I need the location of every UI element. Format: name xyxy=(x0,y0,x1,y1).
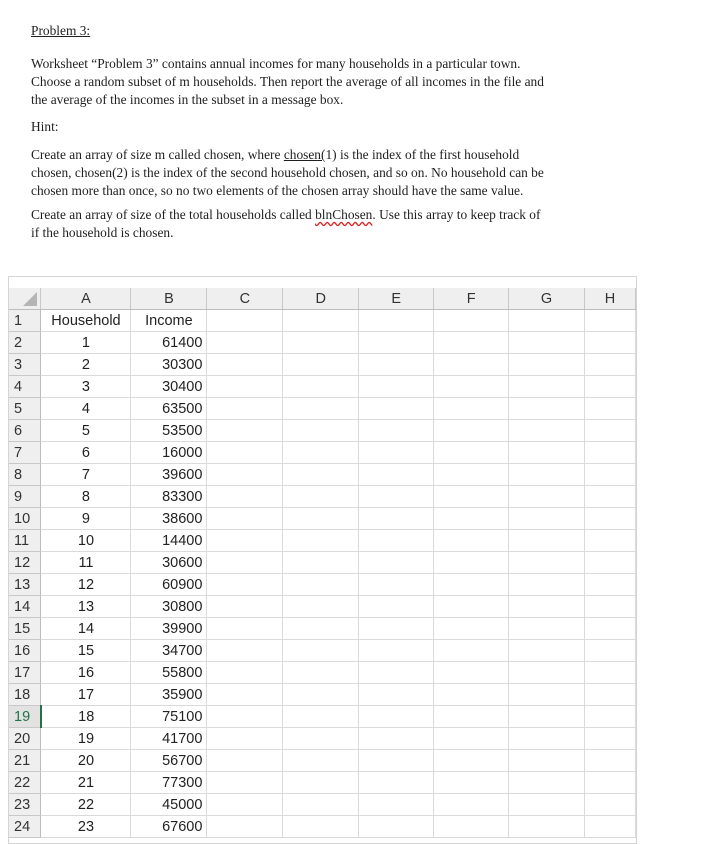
cell[interactable] xyxy=(434,398,509,420)
cell[interactable] xyxy=(283,464,359,486)
cell[interactable] xyxy=(434,728,509,750)
hint-text: 1) is the index of the first household xyxy=(325,147,520,162)
cell-income[interactable]: 63500 xyxy=(131,398,207,420)
cell[interactable] xyxy=(585,772,636,794)
cell-household[interactable]: 4 xyxy=(41,398,131,420)
cell[interactable] xyxy=(509,508,585,530)
cell[interactable] xyxy=(585,486,636,508)
cell[interactable] xyxy=(207,464,283,486)
cell[interactable] xyxy=(585,508,636,530)
cell[interactable] xyxy=(509,662,585,684)
cell[interactable] xyxy=(509,354,585,376)
cell[interactable] xyxy=(434,662,509,684)
cell[interactable] xyxy=(359,552,434,574)
column-header-h[interactable]: H xyxy=(585,288,636,310)
description-line: Worksheet “Problem 3” contains annual incomes for many households in a particular town. xyxy=(31,56,521,71)
table-row xyxy=(9,794,636,816)
cell[interactable] xyxy=(509,816,585,838)
cell-income[interactable]: 30600 xyxy=(131,552,207,574)
cell-household[interactable]: 20 xyxy=(41,750,131,772)
cell[interactable] xyxy=(207,750,283,772)
cell-household[interactable]: 18 xyxy=(41,706,131,728)
cell[interactable] xyxy=(585,420,636,442)
cell-household-header[interactable]: Household xyxy=(41,310,131,332)
cell[interactable] xyxy=(585,596,636,618)
cell[interactable] xyxy=(585,706,636,728)
cell[interactable] xyxy=(434,684,509,706)
description-line: Choose a random subset of m households. Then report the average of all incomes in the file and xyxy=(31,73,544,89)
cell[interactable] xyxy=(585,442,636,464)
cell-household[interactable]: 7 xyxy=(41,464,131,486)
table-row xyxy=(9,530,636,552)
row-header[interactable]: 24 xyxy=(9,816,41,838)
cell-household[interactable]: 11 xyxy=(41,552,131,574)
cell[interactable] xyxy=(585,728,636,750)
cell[interactable] xyxy=(585,552,636,574)
cell[interactable] xyxy=(359,332,434,354)
table-row xyxy=(9,354,636,376)
cell[interactable] xyxy=(585,398,636,420)
hint-bln-array xyxy=(31,206,540,242)
cell[interactable] xyxy=(207,552,283,574)
column-header-g[interactable]: G xyxy=(509,288,585,310)
column-header-d[interactable]: D xyxy=(283,288,359,310)
cell[interactable] xyxy=(509,376,585,398)
cell[interactable] xyxy=(359,464,434,486)
cell[interactable] xyxy=(207,574,283,596)
cell[interactable] xyxy=(434,772,509,794)
table-row xyxy=(9,310,636,332)
row-header[interactable]: 11 xyxy=(9,530,41,552)
cell[interactable] xyxy=(509,310,585,332)
cell[interactable] xyxy=(207,728,283,750)
cell-income[interactable]: 14400 xyxy=(131,530,207,552)
cell[interactable] xyxy=(283,684,359,706)
cell[interactable] xyxy=(283,486,359,508)
cell[interactable] xyxy=(207,640,283,662)
cell[interactable] xyxy=(207,530,283,552)
column-header-c[interactable]: C xyxy=(207,288,283,310)
cell-household[interactable]: 9 xyxy=(41,508,131,530)
cell[interactable] xyxy=(434,794,509,816)
cell-income[interactable]: 75100 xyxy=(131,706,207,728)
cell[interactable] xyxy=(359,574,434,596)
cell[interactable] xyxy=(207,794,283,816)
cell[interactable] xyxy=(585,464,636,486)
cell-income[interactable]: 56700 xyxy=(131,750,207,772)
cell[interactable] xyxy=(283,794,359,816)
cell[interactable] xyxy=(434,354,509,376)
table-row xyxy=(9,662,636,684)
cell[interactable] xyxy=(283,442,359,464)
cell[interactable] xyxy=(283,772,359,794)
select-all-icon xyxy=(23,292,37,306)
cell[interactable] xyxy=(585,662,636,684)
cell[interactable] xyxy=(207,706,283,728)
row-header[interactable]: 20 xyxy=(9,728,41,750)
cell-income[interactable]: 67600 xyxy=(131,816,207,838)
cell-income[interactable]: 35900 xyxy=(131,684,207,706)
spreadsheet-grid xyxy=(9,288,636,838)
cell[interactable] xyxy=(283,618,359,640)
cell[interactable] xyxy=(359,398,434,420)
cell[interactable] xyxy=(585,618,636,640)
column-header-b[interactable]: B xyxy=(131,288,207,310)
cell-household[interactable]: 22 xyxy=(41,794,131,816)
table-row xyxy=(9,332,636,354)
row-header[interactable]: 13 xyxy=(9,574,41,596)
table-row xyxy=(9,574,636,596)
cell[interactable] xyxy=(585,750,636,772)
cell[interactable] xyxy=(434,618,509,640)
table-row xyxy=(9,596,636,618)
cell-household[interactable]: 23 xyxy=(41,816,131,838)
cell[interactable] xyxy=(585,640,636,662)
cell[interactable] xyxy=(509,706,585,728)
cell-income[interactable]: 55800 xyxy=(131,662,207,684)
cell[interactable] xyxy=(434,420,509,442)
column-header-a[interactable]: A xyxy=(41,288,131,310)
cell[interactable] xyxy=(585,376,636,398)
row-header[interactable]: 7 xyxy=(9,442,41,464)
cell[interactable] xyxy=(509,398,585,420)
cell-income[interactable]: 38600 xyxy=(131,508,207,530)
cell[interactable] xyxy=(434,310,509,332)
cell[interactable] xyxy=(207,486,283,508)
cell[interactable] xyxy=(434,816,509,838)
row-header[interactable]: 5 xyxy=(9,398,41,420)
cell[interactable] xyxy=(359,772,434,794)
cell-income[interactable]: 39900 xyxy=(131,618,207,640)
table-row xyxy=(9,750,636,772)
cell[interactable] xyxy=(434,508,509,530)
row-header[interactable]: 17 xyxy=(9,662,41,684)
cell[interactable] xyxy=(359,596,434,618)
cell[interactable] xyxy=(207,398,283,420)
cell[interactable] xyxy=(585,310,636,332)
cell[interactable] xyxy=(283,420,359,442)
cell[interactable] xyxy=(434,464,509,486)
cell-income[interactable]: 39600 xyxy=(131,464,207,486)
chosen-term: chosen( xyxy=(283,147,326,162)
hint-text: Create an array of size of the total households called xyxy=(31,207,316,222)
row-header[interactable]: 16 xyxy=(9,640,41,662)
table-row xyxy=(9,420,636,442)
cell[interactable] xyxy=(359,486,434,508)
hint-line: chosen, chosen(2) is the index of the second household chosen, and so on. No household can be xyxy=(31,164,544,180)
row-header[interactable]: 8 xyxy=(9,464,41,486)
cell[interactable] xyxy=(359,442,434,464)
cell[interactable] xyxy=(359,530,434,552)
cell[interactable] xyxy=(509,420,585,442)
cell-income[interactable]: 16000 xyxy=(131,442,207,464)
cell[interactable] xyxy=(207,442,283,464)
cell[interactable] xyxy=(434,640,509,662)
table-row xyxy=(9,684,636,706)
cell-income[interactable]: 30800 xyxy=(131,596,207,618)
cell-household[interactable]: 8 xyxy=(41,486,131,508)
problem-document xyxy=(31,22,601,240)
cell[interactable] xyxy=(509,464,585,486)
problem-description xyxy=(31,55,544,108)
cell-household[interactable]: 3 xyxy=(41,376,131,398)
row-header[interactable]: 18 xyxy=(9,684,41,706)
select-all-corner[interactable] xyxy=(9,288,41,310)
cell[interactable] xyxy=(434,552,509,574)
cell[interactable] xyxy=(207,332,283,354)
cell-income-header[interactable]: Income xyxy=(131,310,207,332)
cell-household[interactable]: 15 xyxy=(41,640,131,662)
row-header[interactable]: 15 xyxy=(9,618,41,640)
cell-household[interactable]: 16 xyxy=(41,662,131,684)
table-row xyxy=(9,772,636,794)
cell-income[interactable]: 34700 xyxy=(131,640,207,662)
cell[interactable] xyxy=(283,728,359,750)
cell[interactable] xyxy=(509,618,585,640)
table-row xyxy=(9,442,636,464)
cell-household[interactable]: 10 xyxy=(41,530,131,552)
row-header[interactable]: 3 xyxy=(9,354,41,376)
cell-household[interactable]: 13 xyxy=(41,596,131,618)
cell[interactable] xyxy=(207,354,283,376)
cell[interactable] xyxy=(434,574,509,596)
cell[interactable] xyxy=(359,640,434,662)
column-header-row xyxy=(9,288,636,310)
cell-income[interactable]: 83300 xyxy=(131,486,207,508)
cell[interactable] xyxy=(283,662,359,684)
cell[interactable] xyxy=(283,376,359,398)
cell[interactable] xyxy=(585,354,636,376)
cell[interactable] xyxy=(359,706,434,728)
cell[interactable] xyxy=(585,684,636,706)
hint-line xyxy=(31,206,540,224)
cell[interactable] xyxy=(434,442,509,464)
cell-income[interactable]: 77300 xyxy=(131,772,207,794)
cell[interactable] xyxy=(283,310,359,332)
cell[interactable] xyxy=(434,530,509,552)
cell[interactable] xyxy=(434,596,509,618)
cell[interactable] xyxy=(359,618,434,640)
cell[interactable] xyxy=(434,332,509,354)
cell[interactable] xyxy=(434,486,509,508)
hint-line: if the household is chosen. xyxy=(31,224,174,240)
cell[interactable] xyxy=(359,728,434,750)
problem-title: Problem 3: xyxy=(31,23,91,38)
cell[interactable] xyxy=(509,332,585,354)
table-row xyxy=(9,464,636,486)
cell[interactable] xyxy=(359,420,434,442)
spreadsheet xyxy=(8,276,637,844)
table-row xyxy=(9,376,636,398)
cell-income[interactable]: 61400 xyxy=(131,332,207,354)
cell[interactable] xyxy=(359,816,434,838)
cell-household[interactable]: 12 xyxy=(41,574,131,596)
cell-income[interactable]: 53500 xyxy=(131,420,207,442)
hint-chosen-array xyxy=(31,146,544,199)
cell[interactable] xyxy=(434,376,509,398)
column-header-f[interactable]: F xyxy=(434,288,509,310)
row-header[interactable]: 19 xyxy=(9,706,41,728)
column-header-e[interactable]: E xyxy=(359,288,434,310)
cell[interactable] xyxy=(585,574,636,596)
cell[interactable] xyxy=(207,816,283,838)
cell[interactable] xyxy=(509,552,585,574)
cell[interactable] xyxy=(207,772,283,794)
row-header[interactable]: 6 xyxy=(9,420,41,442)
cell[interactable] xyxy=(509,684,585,706)
cell[interactable] xyxy=(283,508,359,530)
cell[interactable] xyxy=(509,442,585,464)
cell-household[interactable]: 17 xyxy=(41,684,131,706)
blnchosen-term: blnChosen xyxy=(315,207,373,222)
row-header[interactable]: 1 xyxy=(9,310,41,332)
cell[interactable] xyxy=(359,310,434,332)
cell-household[interactable]: 5 xyxy=(41,420,131,442)
hint-text: Create an array of size m called chosen, where xyxy=(31,147,284,162)
cell[interactable] xyxy=(359,508,434,530)
cell[interactable] xyxy=(509,596,585,618)
table-row xyxy=(9,728,636,750)
row-header[interactable]: 4 xyxy=(9,376,41,398)
cell[interactable] xyxy=(207,596,283,618)
cell[interactable] xyxy=(509,640,585,662)
table-row xyxy=(9,640,636,662)
cell[interactable] xyxy=(207,420,283,442)
row-header[interactable]: 21 xyxy=(9,750,41,772)
row-header[interactable]: 14 xyxy=(9,596,41,618)
row-header[interactable]: 9 xyxy=(9,486,41,508)
table-row xyxy=(9,816,636,838)
cell[interactable] xyxy=(509,794,585,816)
cell[interactable] xyxy=(359,354,434,376)
row-header[interactable]: 12 xyxy=(9,552,41,574)
cell-household[interactable]: 1 xyxy=(41,332,131,354)
cell[interactable] xyxy=(359,750,434,772)
cell[interactable] xyxy=(509,574,585,596)
table-row xyxy=(9,508,636,530)
hint-heading: Hint: xyxy=(31,119,59,134)
cell[interactable] xyxy=(359,376,434,398)
cell[interactable] xyxy=(509,750,585,772)
row-header[interactable]: 22 xyxy=(9,772,41,794)
table-row xyxy=(9,618,636,640)
table-row xyxy=(9,398,636,420)
row-header[interactable]: 10 xyxy=(9,508,41,530)
cell-household[interactable]: 19 xyxy=(41,728,131,750)
cell[interactable] xyxy=(509,486,585,508)
table-row xyxy=(9,706,636,728)
row-header[interactable]: 23 xyxy=(9,794,41,816)
cell[interactable] xyxy=(283,332,359,354)
cell[interactable] xyxy=(585,530,636,552)
hint-line: chosen more than once, so no two elements of the chosen array should have the same value. xyxy=(31,182,524,198)
sheet-top-strip xyxy=(9,277,636,288)
cell-income[interactable]: 45000 xyxy=(131,794,207,816)
cell-income[interactable]: 30300 xyxy=(131,354,207,376)
cell-income[interactable]: 41700 xyxy=(131,728,207,750)
description-line: the average of the incomes in the subset in a message box. xyxy=(31,91,344,107)
cell[interactable] xyxy=(283,530,359,552)
row-header[interactable]: 2 xyxy=(9,332,41,354)
cell[interactable] xyxy=(509,728,585,750)
cell[interactable] xyxy=(283,354,359,376)
cell[interactable] xyxy=(283,706,359,728)
cell[interactable] xyxy=(207,618,283,640)
cell[interactable] xyxy=(359,662,434,684)
cell[interactable] xyxy=(585,794,636,816)
table-row xyxy=(9,552,636,574)
cell[interactable] xyxy=(207,662,283,684)
cell[interactable] xyxy=(283,750,359,772)
cell[interactable] xyxy=(509,530,585,552)
cell-income[interactable]: 60900 xyxy=(131,574,207,596)
cell[interactable] xyxy=(283,596,359,618)
cell[interactable] xyxy=(207,310,283,332)
cell[interactable] xyxy=(585,332,636,354)
cell-household[interactable]: 21 xyxy=(41,772,131,794)
cell-income[interactable]: 30400 xyxy=(131,376,207,398)
hint-line xyxy=(31,146,544,164)
cell[interactable] xyxy=(283,640,359,662)
cell-household[interactable]: 14 xyxy=(41,618,131,640)
cell[interactable] xyxy=(283,574,359,596)
cell-household[interactable]: 6 xyxy=(41,442,131,464)
cell[interactable] xyxy=(283,398,359,420)
cell-household[interactable]: 2 xyxy=(41,354,131,376)
cell[interactable] xyxy=(359,684,434,706)
cell[interactable] xyxy=(509,772,585,794)
table-row xyxy=(9,486,636,508)
cell[interactable] xyxy=(585,816,636,838)
cell[interactable] xyxy=(207,684,283,706)
cell[interactable] xyxy=(359,794,434,816)
cell[interactable] xyxy=(207,376,283,398)
cell[interactable] xyxy=(283,816,359,838)
cell[interactable] xyxy=(283,552,359,574)
cell[interactable] xyxy=(434,706,509,728)
cell[interactable] xyxy=(207,508,283,530)
cell[interactable] xyxy=(434,750,509,772)
hint-text: . Use this array to keep track of xyxy=(372,207,541,222)
